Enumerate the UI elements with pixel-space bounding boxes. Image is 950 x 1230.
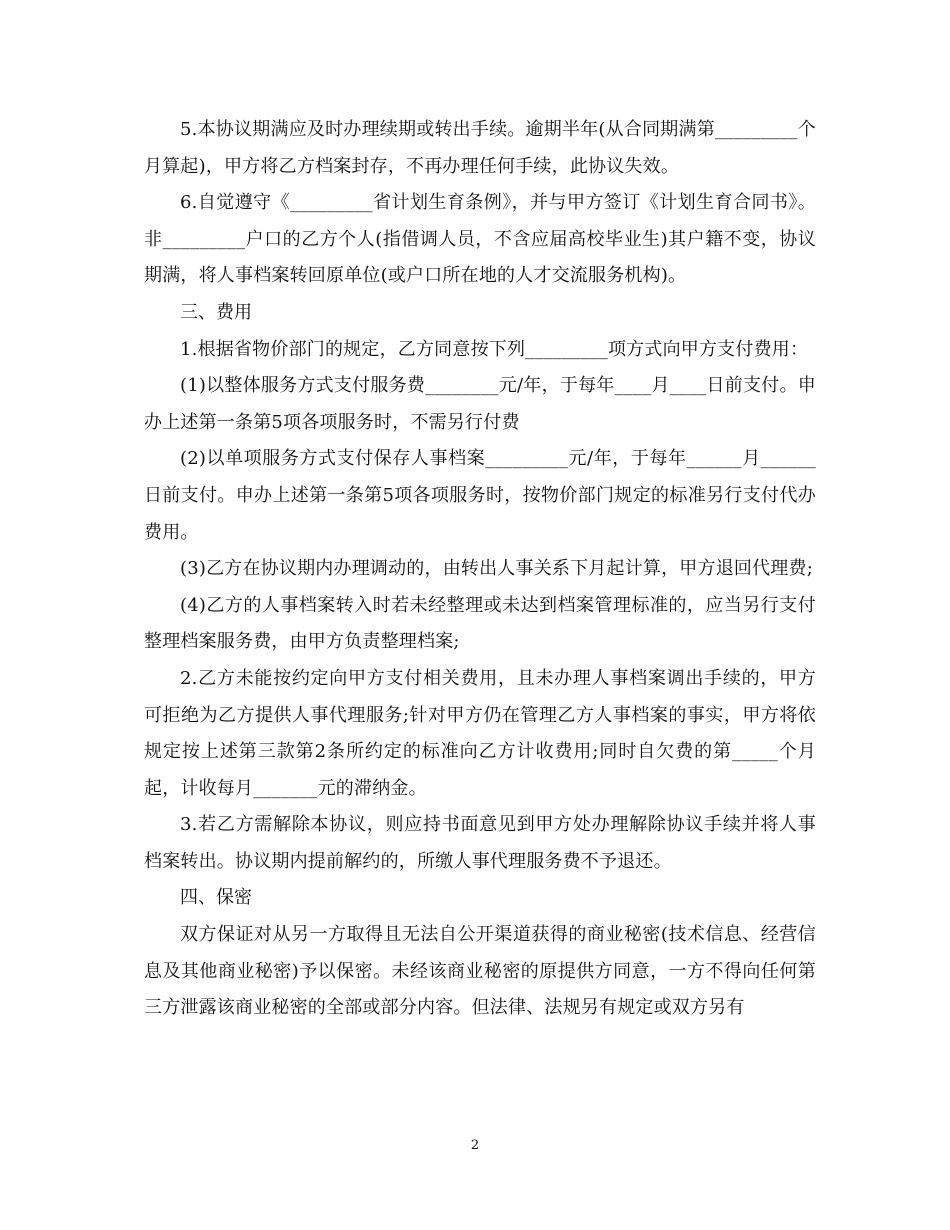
- fee-clause-3: 3.若乙方需解除本协议，则应持书面意见到甲方处办理解除协议手续并将人事档案转出。协议期内提前解约的，所缴人事代理服务费不予退还。: [144, 814, 816, 872]
- clause-6-family-planning: 6.自觉遵守《_________省计划生育条例》，并与甲方签订《计划生育合同书》。非_________户口的乙方个人(指借调人员，不含应届高校毕业生)其户籍不变，协议期满，将人事档案转回原单位(或户口所在地的人才交流服务机构)。: [144, 192, 816, 287]
- confidentiality-clause: 双方保证对从另一方取得且无法自公开渠道获得的商业秘密(技术信息、经营信息及其他商业秘密)予以保密。未经该商业秘密的原提供方同意，一方不得向任何第三方泄露该商业秘密的全部或部分内容。但法律、法规另有规定或双方另有: [144, 924, 816, 1019]
- clause-5-renewal: 5.本协议期满应及时办理续期或转出手续。逾期半年(从合同期满第_________个月算起)，甲方将乙方档案封存，不再办理任何手续，此协议失效。: [144, 119, 816, 177]
- page-number: 2: [470, 1138, 480, 1153]
- document-body: [144, 112, 816, 1027]
- section-heading-confidentiality: 四、保密: [180, 887, 252, 909]
- fee-option-2: (2)以单项服务方式支付保存人事档案_________元/年，于每年______月______日前支付。申办上述第一条第5项各项服务时，按物价部门规定的标准另行支付代办费用。: [144, 448, 816, 543]
- fee-option-4: (4)乙方的人事档案转入时若未经整理或未达到档案管理标准的，应当另行支付整理档案服务费，由甲方负责整理档案;: [144, 594, 816, 653]
- fee-option-1: (1)以整体服务方式支付服务费________元/年，于每年____月____日前支付。申办上述第一条第5项各项服务时，不需另行付费: [144, 375, 816, 433]
- fee-clause-1: 1.根据省物价部门的规定，乙方同意按下列_________项方式向甲方支付费用：: [180, 338, 809, 360]
- section-heading-fees: 三、费用: [180, 301, 252, 323]
- fee-clause-2: 2.乙方未能按约定向甲方支付相关费用，且未办理人事档案调出手续的，甲方可拒绝为乙方提供人事代理服务;针对甲方仍在管理乙方人事档案的事实，甲方将依规定按上述第三款第2条所约定的标准向乙方计收费用;同时自欠费的第_____个月起，计收每月_______元的滞纳金。: [144, 667, 816, 799]
- fee-option-3: (3)乙方在协议期内办理调动的，由转出人事关系下月起计算，甲方退回代理费;: [180, 558, 813, 580]
